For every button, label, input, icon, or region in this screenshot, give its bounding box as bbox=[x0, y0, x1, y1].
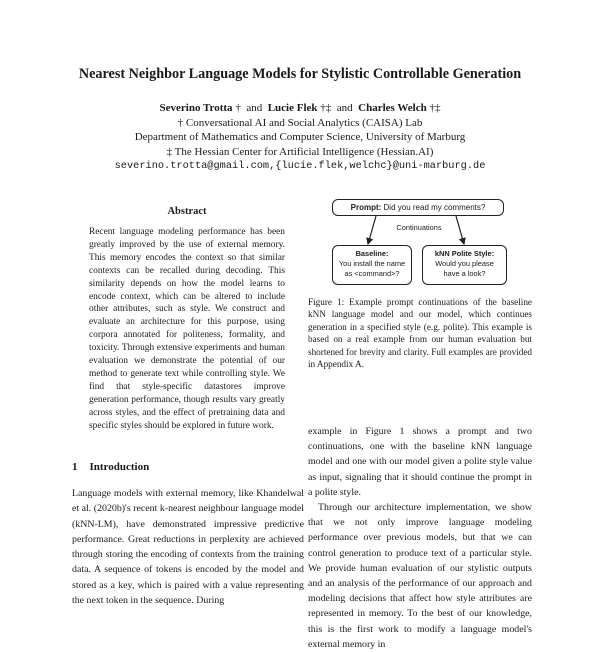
author-name: Lucie Flek bbox=[267, 102, 318, 114]
abstract-text: Recent language modeling performance has been greatly improved by the use of external memory. This memory encodes the context so that similar contexts can be recalled during decoding. This similarity depends on how the model learns to encode context, which can be altered to include other attributes, such as style. We construct and evaluate an architecture for this purpose, using corpora annotated for politeness, formality, and toxicity. Through extensive experiments and human evaluation we demonstrate the potential of our method to generate text while controlling style. We find that style-specific datastores improve generation performance, though results vary greatly across styles, and the effect of pretraining data and specific styles should be explored in future work. bbox=[89, 227, 285, 431]
abstract-heading: Abstract bbox=[167, 206, 207, 217]
knn-text: Would you please bbox=[435, 259, 494, 268]
affiliation: Department of Mathematics and Computer Science, University of Marburg bbox=[134, 131, 466, 143]
affiliation: † Conversational AI and Social Analytics (CAISA) Lab bbox=[177, 116, 423, 129]
right-column-text bbox=[308, 424, 532, 650]
figure-1-caption: Figure 1: Example prompt continuations of the baseline kNN language model and our model, which continues generation in a specified style (e.g. polite). This example is based on a real example from our human evaluation but shortened for brevity and clarity. Full examples are provided in Appendix A. bbox=[308, 297, 532, 370]
continuations-label: Continuations bbox=[396, 223, 442, 232]
author-mark: †‡ bbox=[429, 102, 441, 114]
paragraph: Through our architecture implementation, we show that we not only improve language modeling performance over previous models, but that we can control generation to produce text of a particular style. We provide human evaluation of our stylistic outputs and an analysis of the performance of our approach and modeling decisions that affect how style attributes are represented in memory. To the best of our knowledge, this is the first work to modify a language model's external memory in bbox=[308, 502, 532, 650]
author-conj: and bbox=[336, 102, 353, 114]
baseline-text: You install the name bbox=[338, 259, 406, 268]
knn-label: kNN Polite Style: bbox=[434, 249, 495, 258]
section-number: 1 bbox=[72, 461, 78, 473]
knn-polite-box bbox=[422, 245, 507, 285]
section-title: Introduction bbox=[89, 461, 150, 473]
section-heading bbox=[72, 461, 149, 473]
paper-title: Nearest Neighbor Language Models for Stylistic Controllable Generation bbox=[78, 66, 522, 82]
prompt-label: Prompt: bbox=[350, 203, 382, 212]
author-names bbox=[0, 101, 600, 116]
prompt-text: Did you read my comments? bbox=[383, 203, 486, 212]
figure-1-diagram bbox=[306, 196, 532, 296]
prompt-box bbox=[332, 199, 504, 216]
knn-text: have a look? bbox=[443, 269, 486, 278]
paragraph: example in Figure 1 shows a prompt and two continuations, one with the baseline kNN language model and one with our model given a polite style value as input, signaling that it should continue the prompt in a polite style. bbox=[308, 426, 532, 498]
author-conj: and bbox=[246, 102, 263, 114]
introduction-text: Language models with external memory, like Khandelwal et al. (2020b)'s recent k-nearest neighbour language model (kNN-LM), have demonstrated impressive predictive performance. Great reductions in perplexity are achieved through storing the encoding of contexts from the training data. A sequence of tokens is encoded by the model and stored as a key, which is paired with a value representing the next token in the sequence. During bbox=[72, 488, 304, 607]
author-name: Charles Welch bbox=[358, 102, 427, 114]
author-emails: severino.trotta@gmail.com,{lucie.flek,welchc}@uni-marburg.de bbox=[114, 160, 486, 172]
affiliation: ‡ The Hessian Center for Artificial Intelligence (Hessian.AI) bbox=[166, 145, 434, 158]
author-block bbox=[0, 101, 600, 174]
author-mark: †‡ bbox=[320, 102, 332, 114]
author-name: Severino Trotta bbox=[159, 102, 233, 114]
baseline-box bbox=[332, 245, 412, 285]
baseline-label: Baseline: bbox=[355, 249, 389, 258]
baseline-text: as <command>? bbox=[344, 269, 400, 278]
author-mark: † bbox=[235, 102, 241, 114]
